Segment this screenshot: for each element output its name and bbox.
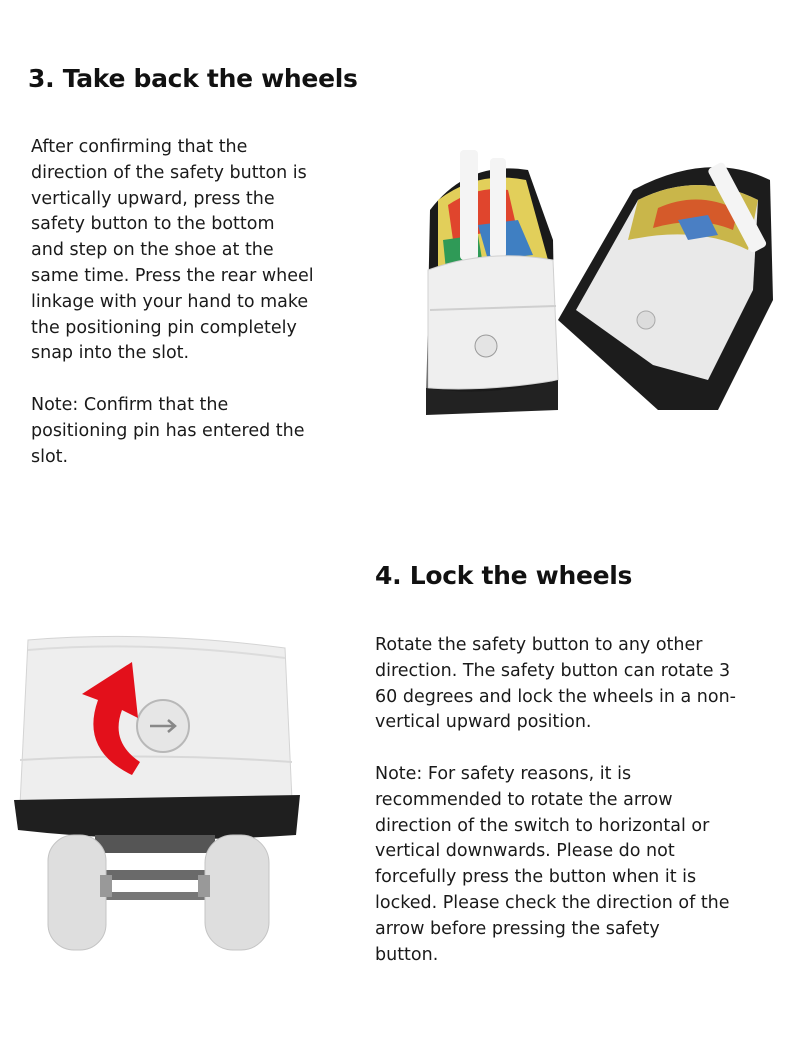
right-shoe-image [558,161,773,410]
wheel-lock-photo [0,630,310,952]
step3-note: Note: Confirm that the positioning pin has entered the slot. [31,395,305,467]
step3-title: 3. Take back the wheels [28,64,358,93]
step4-instructions: Rotate the safety button to any other direction. The safety button can rotate 3 60 degrees and lock the wheels in a non- vertical upward position. [375,635,736,733]
step3-instructions: After confirming that the direction of the safety button is vertically upward, press the safety button to the bottom and step on the shoe at the same time. Press the rear wheel linkage with your hand to make the positioning pin completely snap into the slot. [31,137,314,364]
left-shoe-image [426,150,558,415]
shoes-rear-photo [408,130,790,430]
step4-title: 4. Lock the wheels [375,561,633,590]
safety-button-image [137,700,189,752]
step4-note: Note: For safety reasons, it is recommended to rotate the arrow direction of the switch to horizontal or vertical downwards. Please do not forcefully press the button when it is locked. Please check the direction of the arrow before pressing the safety button. [375,764,730,965]
